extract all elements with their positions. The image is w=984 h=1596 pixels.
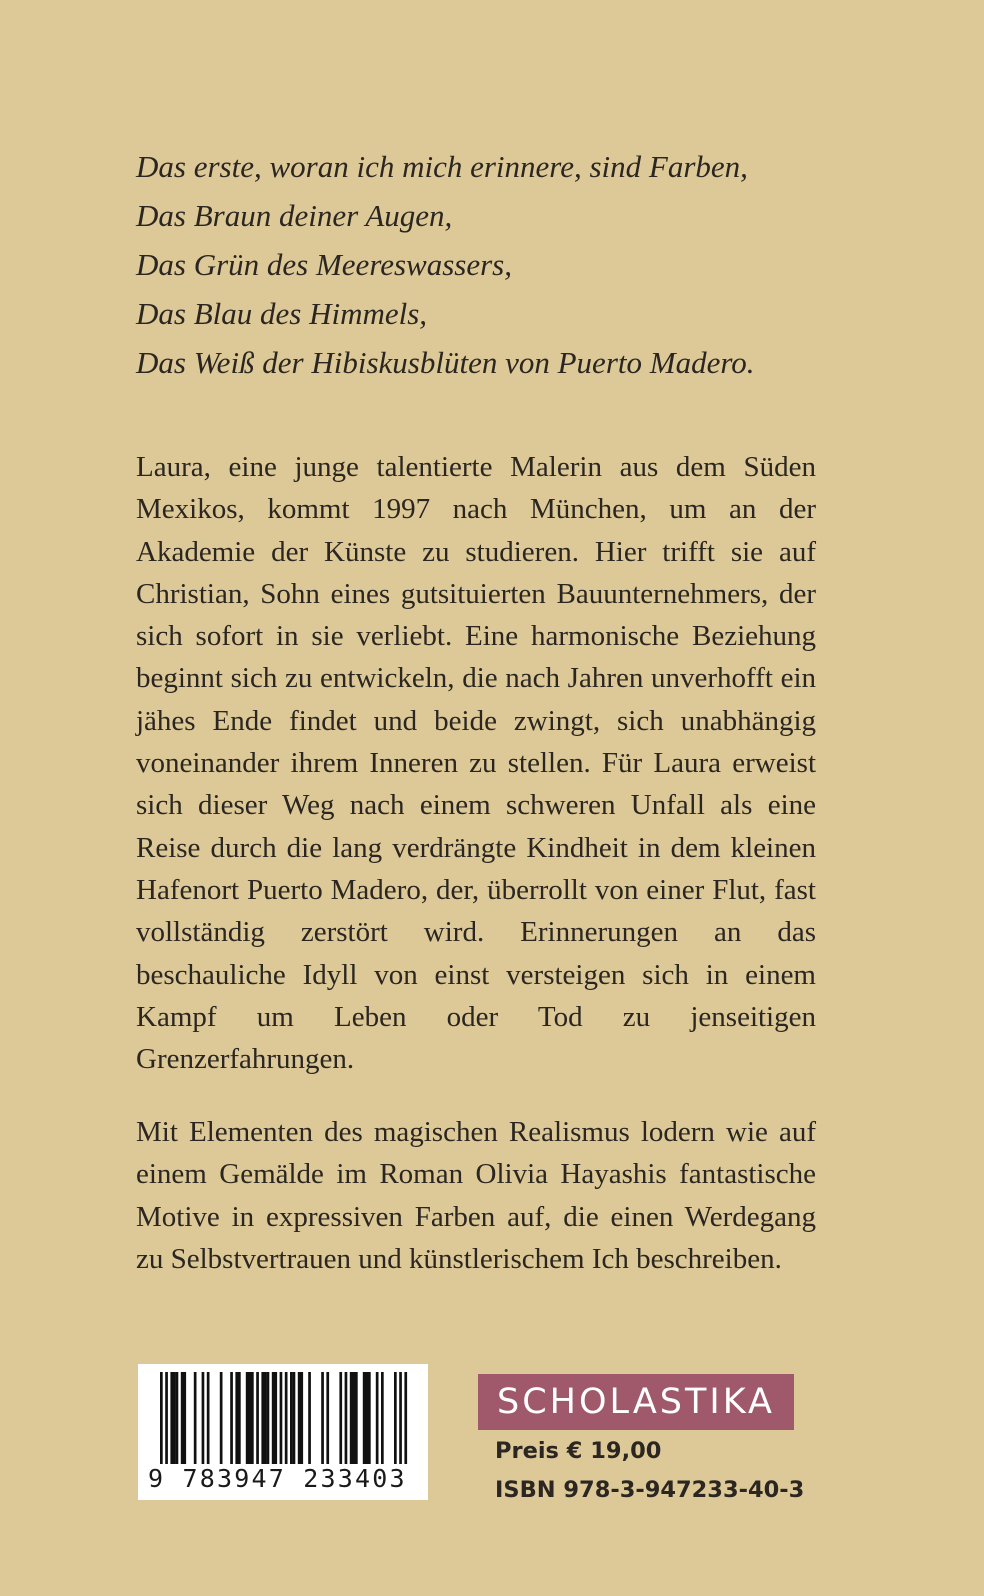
price-label: Preis € 19,00 xyxy=(495,1438,662,1464)
barcode-digits: 9 783947 233403 xyxy=(148,1464,407,1493)
poem-line: Das erste, woran ich mich erinnere, sind Farben, xyxy=(136,149,748,184)
isbn-label: ISBN 978-3-947233-40-3 xyxy=(495,1477,805,1503)
poem-line: Das Grün des Meereswassers, xyxy=(136,247,512,282)
poem-line: Das Weiß der Hibiskusblüten von Puerto Madero. xyxy=(136,345,755,380)
poem-line: Das Blau des Himmels, xyxy=(136,296,428,331)
poem-line: Das Braun deiner Augen, xyxy=(136,198,453,233)
barcode xyxy=(138,1364,428,1500)
blurb-paragraph-1: Laura, eine junge talentierte Malerin aus dem Süden Mexikos, kommt 1997 nach München, um an der Akademie der Künste zu studieren. Hier trifft sie auf Christian, Sohn eines gutsituierten Bauunternehmers, der sich sofort in sie verliebt. Eine harmonische Beziehung beginnt sich zu entwickeln, die nach Jahren unverhofft ein jähes Ende findet und beide zwingt, sich unabhängig voneinander ihrem Inneren zu stellen. Für Laura erweist sich dieser Weg nach einem schweren Unfall als eine Reise durch die lang verdrängte Kindheit in dem kleinen Hafenort Puerto Madero, der, überrollt von einer Flut, fast vollständig zerstört wird. Erinnerungen an das beschauliche Idyll von einst versteigen sich in einem Kampf um Leben oder Tod zu jenseitigen Grenzerfahrungen. xyxy=(136,451,816,1076)
publisher-logo: SCHOLASTIKA xyxy=(478,1374,794,1430)
poem-excerpt xyxy=(136,142,856,387)
blurb-paragraph-2: Mit Elementen des magischen Realismus lodern wie auf einem Gemälde im Roman Olivia Hayashis fantastische Motive in expressiven Farben auf, die einen Werdegang zu Selbstvertrauen und künstlerischem Ich beschreiben. xyxy=(136,1116,816,1275)
